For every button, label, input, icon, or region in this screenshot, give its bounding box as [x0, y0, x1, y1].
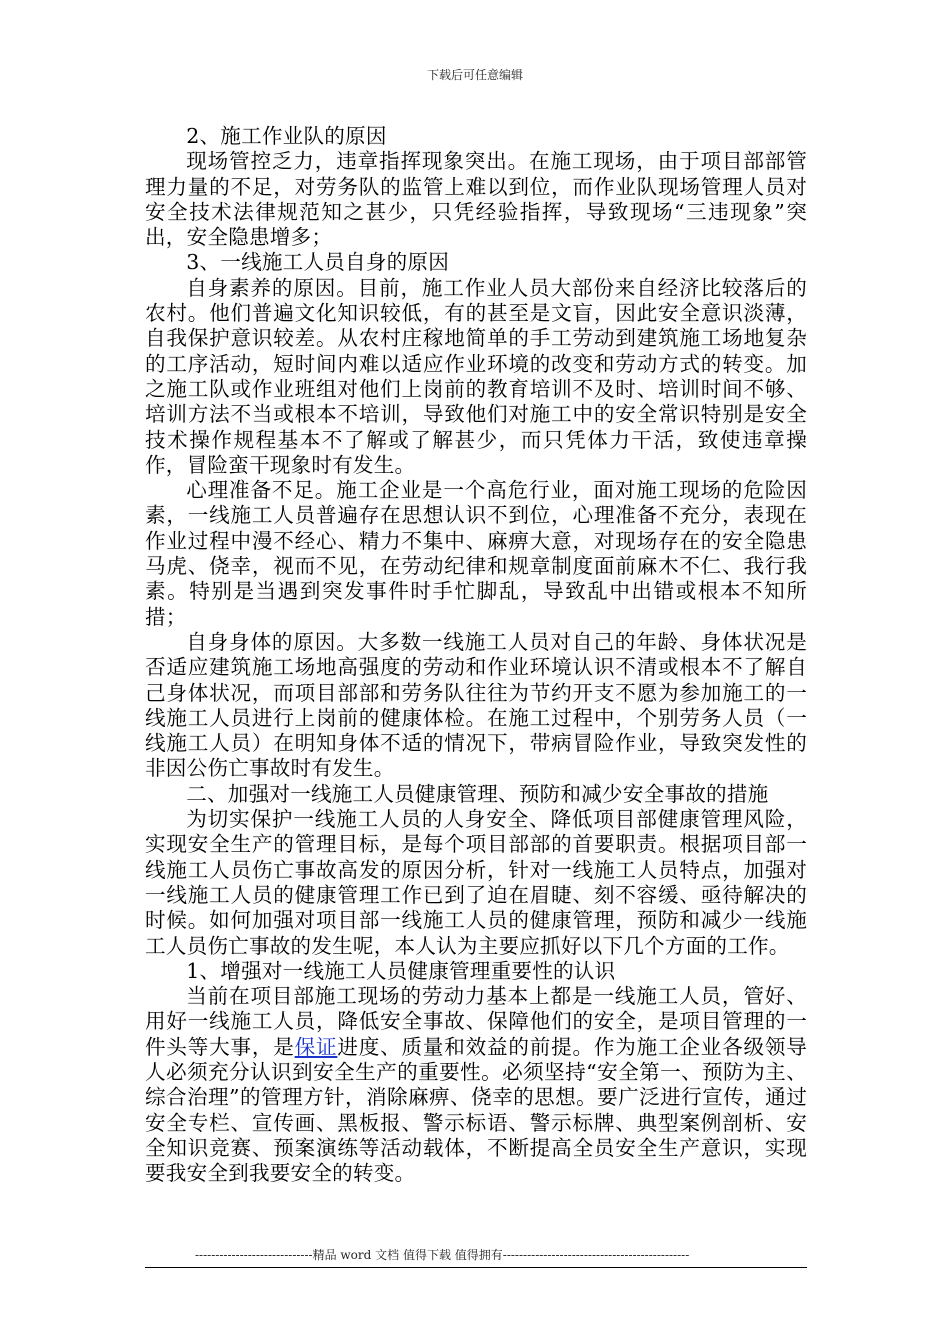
- footer-text: -----------------------------精品 word 文档 值得下载 值得拥有----------------------------------------------: [195, 1248, 690, 1262]
- paragraph-physical: 自身身体的原因。大多数一线施工人员对自己的年龄、身体状况是否适应建筑施工场地高强度的劳动和作业环境认识不清或根本不了解自己身体状况，而项目部部和劳务队往往为节约开支不愿为参加施工的一线施工人员进行上岗前的健康体检。在施工过程中，个别劳务人员（一线施工人员）在明知身体不适的情况下，带病冒险作业，导致突发性的非因公伤亡事故时有发生。: [145, 629, 807, 781]
- paragraph-site-control: 现场管控乏力，违章指挥现象突出。在施工现场，由于项目部部管理力量的不足，对劳务队的监管上难以到位，而作业队现场管理人员对安全技术法律规范知之甚少，只凭经验指挥，导致现场“三违现象”突出，安全隐患增多；: [145, 149, 807, 250]
- subheading-importance: 1、增强对一线施工人员健康管理重要性的认识: [186, 958, 616, 983]
- paragraph-self-quality: 自身素养的原因。目前，施工作业人员大部份来自经济比较落后的农村。他们普遍文化知识较低，有的甚至是文盲，因此安全意识淡薄，自我保护意识较差。从农村庄稼地简单的手工劳动到建筑施工场地复杂的工序活动，短时间内难以适应作业环境的改变和劳动方式的转变。加之施工队或作业班组对他们上岗前的教育培训不及时、培训时间不够、培训方法不当或根本不培训，导致他们对施工中的安全常识特别是安全技术操作规程基本不了解或了解甚少，而只凭体力干活，致使违章操作，冒险蛮干现象时有发生。: [145, 275, 807, 477]
- subheading-frontline-workers: 3、一线施工人员自身的原因: [186, 250, 450, 275]
- subheading-construction-team: 2、施工作业队的原因: [186, 124, 387, 148]
- guarantee-link[interactable]: 保证: [294, 1034, 338, 1059]
- paragraph-text-after-link: 进度、质量和效益的前提。作为施工企业各级领导人必须充分认识到安全生产的重要性。必须坚持“安全第一、预防为主、综合治理”的管理方针，消除麻痹、侥幸的思想。要广泛进行宣传，通过安全专栏、宣传画、黑板报、警示标语、警示标牌、典型案例剖析、安全知识竞赛、预案演练等活动载体，不断提高全员安全生产意识，实现要我安全到我要安全的转变。: [145, 1034, 807, 1186]
- paragraph-text-before-link: 当前在项目部施工现场的劳动力基本上都是一线施工人员，管好、用好一线施工人员，降低安全事故、保障他们的安全，是项目管理的一件头等大事，是: [145, 984, 807, 1059]
- page-footer: [145, 1246, 807, 1268]
- paragraph-awareness: [145, 984, 807, 1186]
- paragraph-protection: 为切实保护一线施工人员的人身安全、降低项目部健康管理风险，实现安全生产的管理目标，是每个项目部部的首要职责。根据项目部一线施工人员伤亡事故高发的原因分析，针对一线施工人员特点，加强对一线施工人员的健康管理工作已到了迫在眉睫、刻不容缓、亟待解决的时候。如何加强对项目部一线施工人员的健康管理，预防和减少一线施工人员伤亡事故的发生呢，本人认为主要应抓好以下几个方面的工作。: [145, 807, 807, 958]
- footer-divider: [145, 1267, 807, 1268]
- paragraph-psychological: 心理准备不足。施工企业是一个高危行业，面对施工现场的危险因素，一线施工人员普遍存在思想认识不到位，心理准备不充分，表现在作业过程中漫不经心、精力不集中、麻痹大意，对现场存在的安全隐患马虎、侥幸，视而不见，在劳动纪律和规章制度面前麻木不仁、我行我素。特别是当遇到突发事件时手忙脚乱，导致乱中出错或根本不知所措；: [145, 478, 807, 629]
- page-header: 下载后可任意编辑: [426, 68, 523, 82]
- section-heading-measures: 二、加强对一线施工人员健康管理、预防和减少安全事故的措施: [186, 781, 769, 806]
- document-body: [145, 124, 807, 1186]
